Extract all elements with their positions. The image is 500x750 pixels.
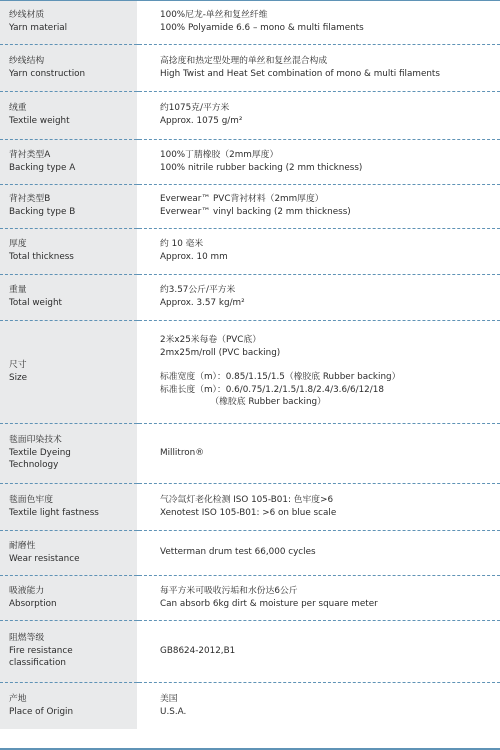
value-line: Everwear™ PVC背衬材料（2mm厚度） <box>160 194 324 205</box>
label-cn: 产地 <box>9 694 27 705</box>
label-en: Backing type B <box>9 207 76 217</box>
label-cn: 毯面印染技术 <box>9 435 62 446</box>
row-label <box>0 228 137 274</box>
row-value <box>139 575 500 620</box>
label-cn: 吸液能力 <box>9 585 45 596</box>
label-cn: 阻燃等级 <box>9 633 45 644</box>
label-cn: 厚度 <box>9 239 27 250</box>
table-row <box>0 575 500 620</box>
value-line: 约1075克/平方米 <box>160 103 230 114</box>
value-line: 2mx25m/roll (PVC backing) <box>160 347 281 358</box>
row-label <box>0 530 137 575</box>
table-row <box>0 228 500 274</box>
label-en: Place of Origin <box>9 706 74 717</box>
value-line: Everwear™ vinyl backing (2 mm thickness) <box>160 207 351 217</box>
value-line: 气冷氙灯老化检测 ISO 105-B01: 色牢度>6 <box>160 494 334 505</box>
value-line: 每平方米可吸收污垢和水份达6公斤 <box>160 585 298 596</box>
value-line: 100% Polyamide 6.6 – mono & multi filaments <box>160 22 364 33</box>
label-en: Backing type A <box>9 162 76 173</box>
table-row <box>0 530 500 575</box>
label-cn: 尺寸 <box>9 359 27 370</box>
value-line: 100% nitrile rubber backing (2 mm thickness) <box>160 162 363 173</box>
table-row <box>0 620 500 682</box>
row-value <box>139 320 500 423</box>
table-row <box>0 320 500 423</box>
size-standard-block <box>160 371 500 409</box>
value-line: 美国 <box>160 694 178 705</box>
row-label <box>0 91 137 139</box>
value-line: 约3.57公斤/平方米 <box>160 285 236 296</box>
row-label <box>0 320 137 423</box>
row-value <box>139 0 500 44</box>
row-label <box>0 575 137 620</box>
label-en: Absorption <box>9 598 57 609</box>
row-label <box>0 184 137 228</box>
value-line: High Twist and Heat Set combination of mono & multi filaments <box>160 68 440 79</box>
top-rule <box>0 0 500 1</box>
label-en: Total thickness <box>9 252 74 262</box>
value-line: 2米x25米每卷（PVC底） <box>160 335 262 346</box>
label-cn: 毯面色牢度 <box>9 494 53 505</box>
label-en: Fire resistance classification <box>9 645 73 669</box>
row-value <box>139 139 500 184</box>
table-row <box>0 0 500 44</box>
row-value <box>139 184 500 228</box>
row-label <box>0 274 137 320</box>
label-en: Textile light fastness <box>9 507 99 518</box>
label-en: Wear resistance <box>9 553 80 564</box>
row-value <box>139 228 500 274</box>
row-label <box>0 620 137 682</box>
table-row <box>0 274 500 320</box>
table-row <box>0 139 500 184</box>
value-line: U.S.A. <box>160 706 187 717</box>
label-cn: 背衬类型B <box>9 194 51 205</box>
value-line: （橡胶底 Rubber backing） <box>160 397 326 408</box>
row-label <box>0 423 137 483</box>
label-en: Textile Dyeing Technology <box>9 447 71 471</box>
row-value <box>139 423 500 483</box>
row-value <box>139 530 500 575</box>
label-en: Size <box>9 372 28 383</box>
label-en: Yarn material <box>9 22 68 33</box>
value-line: GB8624-2012,B1 <box>160 645 236 656</box>
row-label <box>0 682 137 729</box>
label-en: Total weight <box>9 298 62 308</box>
row-value <box>139 483 500 530</box>
row-value <box>139 682 500 729</box>
value-line: Vetterman drum test 66,000 cycles <box>160 547 316 558</box>
table-row <box>0 483 500 530</box>
label-cn: 背衬类型A <box>9 149 51 160</box>
value-line: Approx. 1075 g/m² <box>160 116 243 126</box>
value-line: 标准长度（m）：0.6/0.75/1.2/1.5/1.8/2.4/3.6/6/12/18 <box>160 384 384 395</box>
value-line: Can absorb 6kg dirt & moisture per square meter <box>160 598 378 609</box>
label-cn: 耐磨性 <box>9 540 36 551</box>
table-row <box>0 44 500 91</box>
label-en: Yarn construction <box>9 68 86 79</box>
value-line: Millitron® <box>160 447 204 458</box>
label-en: Textile weight <box>9 116 70 126</box>
row-value <box>139 274 500 320</box>
row-label <box>0 0 137 44</box>
label-cn: 绒重 <box>9 103 27 114</box>
row-value <box>139 44 500 91</box>
value-line: Approx. 3.57 kg/m² <box>160 298 245 308</box>
value-line: 100%丁腈橡胶（2mm厚度） <box>160 149 279 160</box>
table-row <box>0 184 500 228</box>
label-cn: 纱线结构 <box>9 55 45 66</box>
value-line: 100%尼龙-单丝和复丝纤维 <box>160 10 268 21</box>
value-line: Approx. 10 mm <box>160 252 228 262</box>
row-value <box>139 620 500 682</box>
value-line: 标准宽度（m）：0.85/1.15/1.5（橡胶底 Rubber backing） <box>160 372 401 383</box>
value-line: 约 10 毫米 <box>160 239 204 250</box>
value-line: Xenotest ISO 105-B01: >6 on blue scale <box>160 507 337 518</box>
label-cn: 纱线材质 <box>9 10 45 21</box>
row-value <box>139 91 500 139</box>
row-label <box>0 139 137 184</box>
value-line: 高捻度和热定型处理的单丝和复丝混合构成 <box>160 55 328 66</box>
table-row <box>0 423 500 483</box>
table-row <box>0 682 500 729</box>
label-cn: 重量 <box>9 285 27 296</box>
row-label <box>0 44 137 91</box>
table-row <box>0 91 500 139</box>
row-label <box>0 483 137 530</box>
